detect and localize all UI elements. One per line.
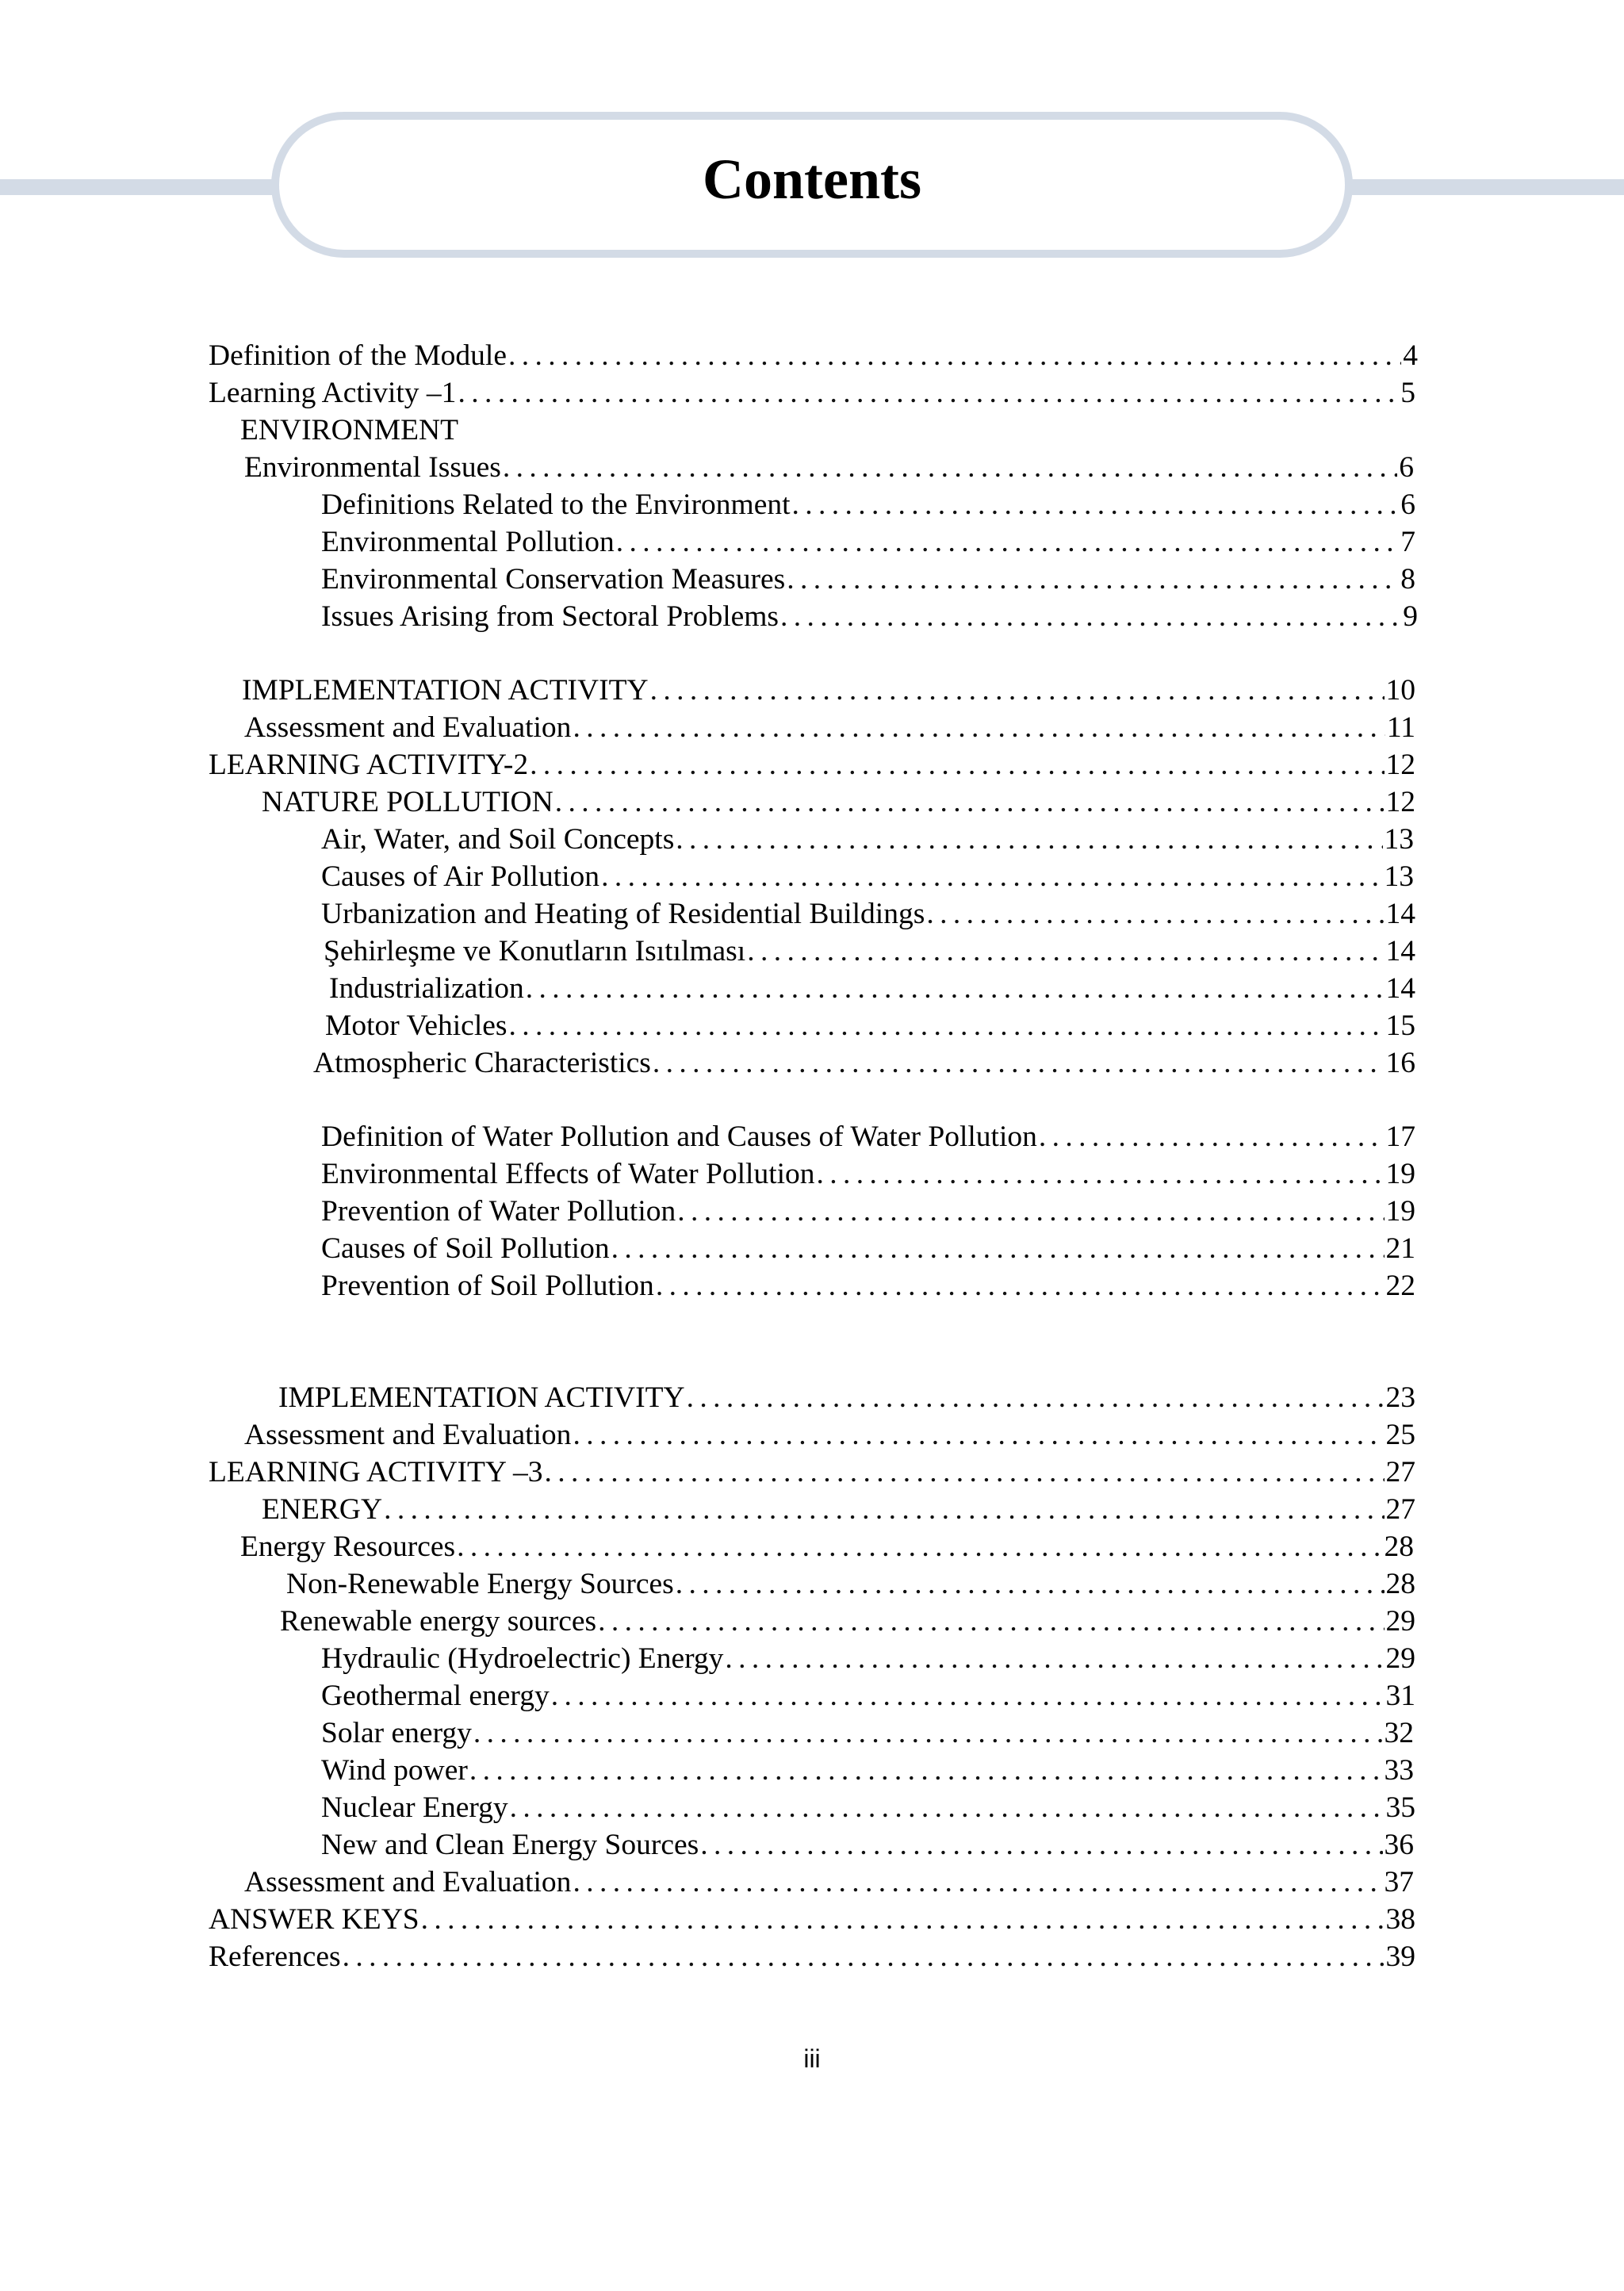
toc-entry-label: Prevention of Water Pollution [321,1195,676,1228]
toc-entry-page: 29 [1385,1605,1415,1638]
toc-entry-page: 21 [1385,1232,1415,1265]
dot-leader [457,1528,1382,1565]
toc-entry[interactable] [321,561,1415,598]
toc-entry[interactable] [262,783,1415,821]
toc-entry-page: 19 [1385,1195,1415,1228]
dot-leader [510,1789,1385,1826]
toc-entry[interactable] [321,821,1414,858]
toc-entry-label: Environmental Conservation Measures [321,563,786,596]
toc-entry[interactable] [325,1007,1415,1044]
dot-leader [676,821,1382,858]
toc-entry[interactable] [321,1155,1415,1193]
toc-entry-page: 36 [1384,1829,1414,1861]
toc-entry[interactable] [209,374,1415,412]
toc-entry[interactable] [324,933,1415,970]
toc-entry-page: 14 [1385,972,1415,1005]
toc-entry-page: 11 [1386,711,1415,744]
toc-entry[interactable] [262,1491,1415,1528]
toc-entry-page: 32 [1384,1717,1414,1749]
toc-entry-label: Environmental Pollution [321,526,615,558]
dot-leader [509,1007,1385,1044]
dot-leader [601,858,1382,895]
toc-entry-page: 6 [1400,488,1415,521]
toc-entry-label: Geothermal energy [321,1680,550,1712]
toc-entry[interactable] [280,1603,1415,1640]
toc-entry[interactable] [321,895,1415,933]
page-number: iii [803,2044,821,2073]
toc-entry-label: Nuclear Energy [321,1791,508,1824]
toc-entry-label: Prevention of Soil Pollution [321,1270,654,1302]
toc-entry-page: 10 [1385,674,1415,707]
toc-entry-page: 37 [1384,1866,1414,1898]
toc-entry-label: IMPLEMENTATION ACTIVITY [278,1381,685,1414]
toc-entry-page: 28 [1384,1531,1414,1563]
dot-leader [473,1714,1383,1752]
toc-entry-page: 13 [1384,823,1414,856]
dot-leader [677,1193,1384,1230]
toc-entry-page: 16 [1385,1047,1415,1079]
toc-entry-page: 14 [1385,898,1415,930]
toc-entry[interactable] [321,1677,1415,1714]
toc-entry[interactable] [244,1864,1414,1901]
toc-entry-label: NATURE POLLUTION [262,786,553,818]
dot-leader [747,933,1384,970]
toc-entry-page: 35 [1385,1791,1415,1824]
toc-entry[interactable] [278,1379,1415,1416]
dot-leader [469,1752,1383,1789]
dot-leader [676,1565,1385,1603]
dot-leader [544,1454,1384,1491]
toc-entry-page: 23 [1385,1381,1415,1414]
toc-entry-page: 22 [1385,1270,1415,1302]
dot-leader [656,1267,1385,1304]
toc-entry-label: Assessment and Evaluation [244,1419,572,1451]
dot-leader [792,486,1400,523]
toc-entry-label: References [209,1940,341,1973]
toc-entry-label: ENERGY [262,1493,383,1526]
toc-entry-label: ANSWER KEYS [209,1903,419,1936]
toc-entry[interactable] [329,970,1415,1007]
toc-entry-label: Motor Vehicles [325,1009,508,1042]
toc-entry[interactable] [321,1118,1415,1155]
toc-entry-label: Solar energy [321,1717,472,1749]
toc-entry-page: 13 [1384,860,1414,893]
dot-leader [551,1677,1385,1714]
toc-entry-label: Hydraulic (Hydroelectric) Energy [321,1642,724,1675]
toc-entry-label: Causes of Air Pollution [321,860,600,893]
toc-entry[interactable] [321,858,1414,895]
dot-leader [555,783,1385,821]
dot-leader [573,709,1385,746]
header-rule-right [1348,179,1624,195]
dot-leader [653,1044,1385,1082]
toc-entry-label: Renewable energy sources [280,1605,597,1638]
toc-entry[interactable] [209,746,1415,783]
toc-entry-label: Definitions Related to the Environment [321,488,791,521]
toc-entry[interactable] [321,1640,1415,1677]
dot-leader [508,337,1401,374]
toc-entry[interactable] [321,1230,1415,1267]
dot-leader [458,374,1399,412]
dot-leader [526,970,1385,1007]
toc-entry-page: 27 [1385,1456,1415,1488]
toc-entry-label: Şehirleşme ve Konutların Isıtılması [324,935,746,967]
toc-entry[interactable] [313,1044,1415,1082]
toc-entry-label: Learning Activity –1 [209,377,457,409]
dot-leader [384,1491,1384,1528]
toc-entry[interactable] [244,449,1414,486]
toc-entry-label: Definition of the Module [209,339,507,372]
toc-entry[interactable] [321,1752,1414,1789]
dot-leader [780,598,1401,635]
dot-leader [650,672,1385,709]
toc-entry-label: Air, Water, and Soil Concepts [321,823,675,856]
toc-entry-page: 39 [1385,1940,1415,1973]
toc-entry[interactable] [321,1267,1415,1304]
toc-entry[interactable] [321,486,1415,523]
toc-entry-page: 17 [1385,1121,1415,1153]
toc-entry-page: 15 [1385,1009,1415,1042]
toc-entry-page: 5 [1400,377,1415,409]
toc-entry-label: Non-Renewable Energy Sources [286,1568,674,1600]
toc-entry-page: 28 [1385,1568,1415,1600]
toc-entry-page: 19 [1385,1158,1415,1190]
toc-entry[interactable] [286,1565,1415,1603]
dot-leader [421,1901,1385,1938]
toc-entry[interactable] [321,1714,1414,1752]
toc-entry-page: 14 [1385,935,1415,967]
toc-entry[interactable] [244,709,1415,746]
toc-entry[interactable] [244,1416,1415,1454]
dot-leader [787,561,1399,598]
dot-leader [573,1416,1384,1454]
dot-leader [1039,1118,1385,1155]
page-title: Contents [702,147,921,211]
toc-entry[interactable] [209,337,1418,374]
dot-leader [598,1603,1384,1640]
toc-entry-page: 27 [1385,1493,1415,1526]
toc-entry[interactable] [209,1901,1415,1938]
toc-entry-label: Urbanization and Heating of Residential Buildings [321,898,925,930]
toc-entry-label: Definition of Water Pollution and Causes of Water Pollution [321,1121,1037,1153]
dot-leader [687,1379,1385,1416]
toc-entry-page: 31 [1385,1680,1415,1712]
toc-entry-label: Causes of Soil Pollution [321,1232,610,1265]
toc-entry[interactable] [321,598,1418,635]
toc-entry-label: LEARNING ACTIVITY –3 [209,1456,543,1488]
toc-entry-label: Environmental Issues [244,451,501,484]
toc-entry-page: 38 [1385,1903,1415,1936]
dot-leader [530,746,1384,783]
dot-leader [503,449,1397,486]
toc-entry[interactable] [321,523,1415,561]
toc-entry[interactable] [209,1454,1415,1491]
toc-entry-page: 7 [1400,526,1415,558]
dot-leader [926,895,1384,933]
dot-leader [725,1640,1384,1677]
toc-entry-label: Assessment and Evaluation [244,711,572,744]
toc-entry-page: 29 [1385,1642,1415,1675]
toc-entry-label: Energy Resources [240,1531,456,1563]
toc-entry[interactable] [242,672,1415,709]
dot-leader [616,523,1399,561]
toc-entry-label: Assessment and Evaluation [244,1866,572,1898]
toc-entry-page: 25 [1385,1419,1415,1451]
toc-entry-page: 9 [1403,600,1418,633]
toc-entry[interactable] [209,1938,1415,1975]
dot-leader [700,1826,1382,1864]
toc-entry-page: 12 [1385,749,1415,781]
toc-entry[interactable] [240,412,716,449]
toc-entry-label: Issues Arising from Sectoral Problems [321,600,779,633]
toc-entry[interactable] [240,1528,1414,1565]
toc-entry-label: IMPLEMENTATION ACTIVITY [242,674,649,707]
dot-leader [343,1938,1385,1975]
toc-entry[interactable] [321,1193,1415,1230]
toc-entry-page: 12 [1385,786,1415,818]
dot-leader [817,1155,1385,1193]
toc-entry-label: Atmospheric Characteristics [313,1047,651,1079]
dot-leader [611,1230,1385,1267]
toc-entry-label: New and Clean Energy Sources [321,1829,699,1861]
toc-entry-page: 8 [1400,563,1415,596]
toc-entry-page: 4 [1403,339,1418,372]
toc-entry-label: Industrialization [329,972,524,1005]
dot-leader [573,1864,1382,1901]
toc-entry-label: ENVIRONMENT [240,414,458,446]
toc-entry-page: 6 [1399,451,1414,484]
toc-entry-page: 33 [1384,1754,1414,1787]
toc-entry-label: LEARNING ACTIVITY-2 [209,749,529,781]
toc-entry-label: Environmental Effects of Water Pollution [321,1158,815,1190]
toc-entry[interactable] [321,1789,1415,1826]
toc-entry[interactable] [321,1826,1414,1864]
header-rule-left [0,179,278,195]
toc-entry-label: Wind power [321,1754,468,1787]
